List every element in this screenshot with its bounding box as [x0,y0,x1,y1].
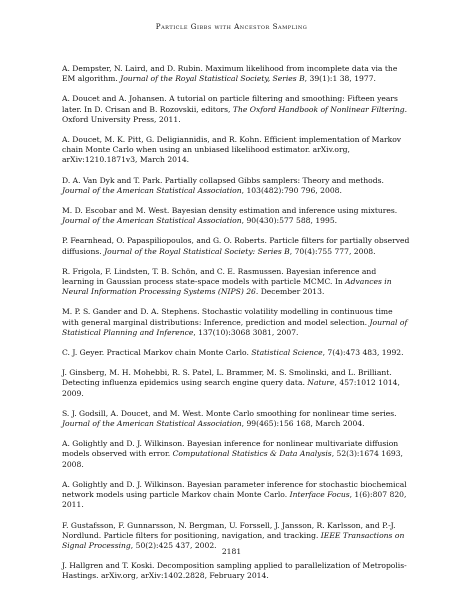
reference-text: J. Hallgren and T. Koski. Decomposition sampling applied to parallelization of Metropolis-Hastings. arXiv.org, arXiv:1402.2828, February 2014. [62,561,407,581]
reference-venue: Journal of the Royal Statistical Society: Series B [104,246,290,256]
reference-venue: Statistical Science [251,348,323,358]
reference-details: . Oxford University Press, 2011. [62,104,408,124]
reference-item [62,561,410,581]
reference-item [62,236,410,256]
reference-text: A. Golightly and D. J. Wilkinson. Bayesian inference for nonlinear multivariate diffusion models observed with error. [62,439,399,459]
reference-list [62,64,410,592]
reference-item [62,64,410,84]
reference-item [62,267,410,298]
reference-venue: Journal of the American Statistical Association [62,419,242,429]
reference-details: , 99(465):156 168, March 2004. [241,419,365,429]
reference-text: F. Gustafsson, F. Gunnarsson, N. Bergman, U. Forssell, J. Jansson, R. Karlsson, and P.-J. Nordlund. Particle filters for positioning, navigation, and tracking. [62,520,396,540]
reference-text: M. D. Escobar and M. West. Bayesian density estimation and inference using mixtures. [62,206,398,216]
reference-details: , 457:1012 1014, 2009. [62,378,400,398]
page-number: 2181 [221,547,242,556]
reference-text: A. Doucet, M. K. Pitt, G. Deligiannidis, and R. Kohn. Efficient implementation of Markov chain Monte Carlo when using an unbiased likelihood estimator. arXiv.org, arXiv:1210.1871v3, March 2014. [62,135,402,165]
reference-item [62,348,410,358]
reference-item [62,409,410,429]
reference-details: , 52(3):1674 1693, 2008. [62,449,403,469]
reference-item [62,480,410,511]
reference-details: . December 2013. [255,287,325,297]
reference-text: A. Golightly and D. J. Wilkinson. Bayesian parameter inference for stochastic biochemical network models using particle Markov chain Monte Carlo. [62,479,407,500]
reference-venue: Journal of the American Statistical Association [62,185,242,195]
reference-text: P. Fearnhead, O. Papaspiliopoulos, and G. O. Roberts. Particle filters for partially observed diffusions. [62,236,410,256]
reference-item [62,439,410,470]
reference-venue: Journal of the American Statistical Association [62,216,242,226]
reference-venue: Interface Focus [289,490,350,500]
reference-item [62,368,410,399]
reference-item [62,94,410,125]
reference-venue: Journal of the Royal Statistical Society, Series B [120,74,305,84]
reference-venue: IEEE Transactions on Signal Processing [62,530,405,550]
reference-item [62,307,410,338]
reference-item [62,176,410,196]
reference-text: D. A. Van Dyk and T. Park. Partially collapsed Gibbs samplers: Theory and methods. [62,175,384,185]
reference-venue: Journal of Statistical Planning and Inference [62,317,408,337]
reference-item [62,206,410,226]
reference-details: , 137(10):3068 3081, 2007. [193,327,299,337]
reference-details: , 70(4):755 777, 2008. [289,246,376,256]
reference-details: , 103(482):790 796, 2008. [241,185,342,195]
reference-text: M. P. S. Gander and D. A. Stephens. Stochastic volatility modelling in continuous time with general marginal distributions: Inference, prediction and model selection. [62,307,393,327]
reference-details: , 50(2):425 437, 2002. [130,540,217,550]
reference-details: , 39(1):1 38, 1977. [304,74,376,84]
reference-text: A. Dempster, N. Laird, and D. Rubin. Maximum likelihood from incomplete data via the EM algorithm. [62,64,398,84]
reference-text: R. Frigola, F. Lindsten, T. B. Schön, and C. E. Rasmussen. Bayesian inference and learning in Gaussian process state-space models with particle MCMC. In [62,266,377,287]
running-head: Particle Gibbs with Ancestor Sampling [155,22,308,31]
reference-text: J. Ginsberg, M. H. Mohebbi, R. S. Patel, L. Brammer, M. S. Smolinski, and L. Brilliant. Detecting influenza epidemics using search engine query data. [62,368,392,388]
reference-text: A. Doucet and A. Johansen. A tutorial on particle filtering and smoothing: Fifteen years later. In D. Crisan and B. Rozovskii, editors, [62,94,398,114]
reference-details: , 90(430):577 588, 1995. [241,216,338,226]
reference-details: , 7(4):473 483, 1992. [322,348,404,358]
reference-text: S. J. Godsill, A. Doucet, and M. West. Monte Carlo smoothing for nonlinear time series. [62,408,397,418]
reference-text: C. J. Geyer. Practical Markov chain Monte Carlo. [62,348,252,358]
reference-venue: Advances in Neural Information Processing Systems (NIPS) 26 [62,277,392,297]
reference-venue: The Oxford Handbook of Nonlinear Filtering [232,104,405,114]
reference-details: , 1(6):807 820, 2011. [62,490,407,510]
reference-item [62,135,410,166]
reference-venue: Computational Statistics & Data Analysis [172,449,332,459]
reference-venue: Nature [307,378,335,388]
